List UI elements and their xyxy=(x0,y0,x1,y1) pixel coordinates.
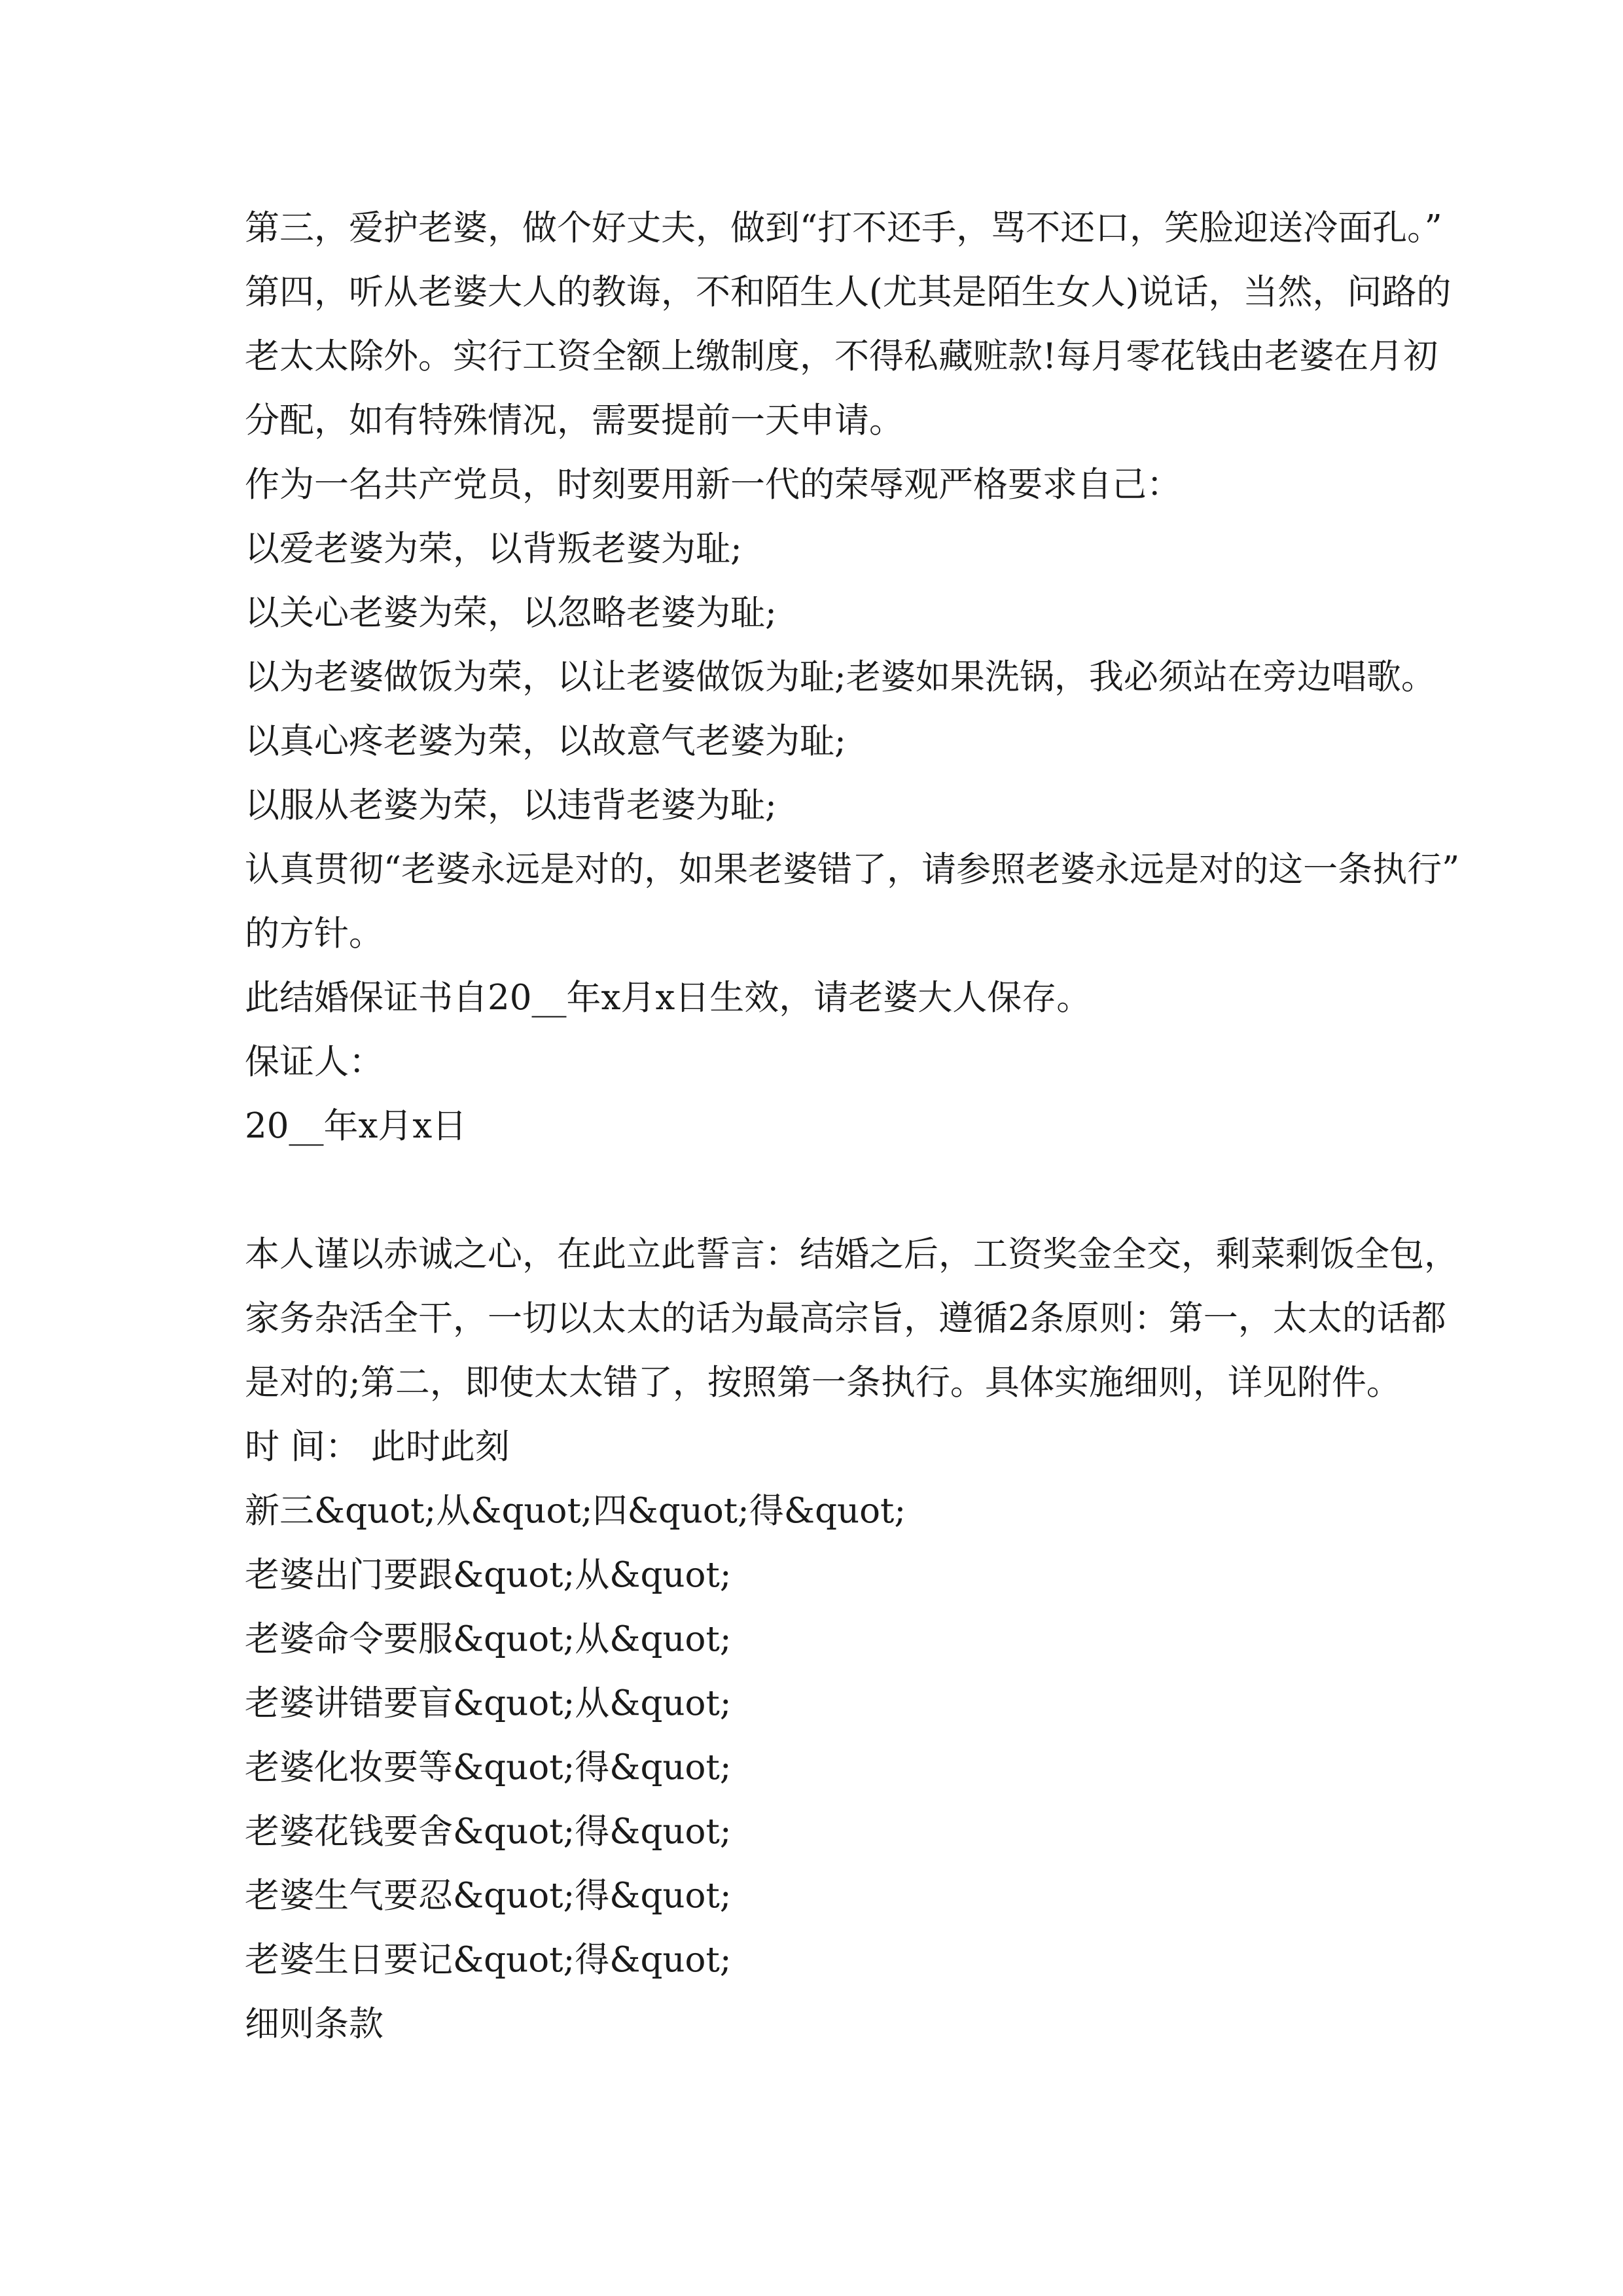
text-line: 保证人： xyxy=(245,1042,383,1082)
text-line: 以真心疼老婆为荣，以故意气老婆为耻; xyxy=(245,721,846,761)
list-item: 老婆化妆要等&quot;得&quot; xyxy=(245,1748,732,1787)
section-heading: 细则条款 xyxy=(245,2004,383,2044)
text-line: 认真贯彻“老婆永远是对的，如果老婆错了，请参照老婆永远是对的这一条执行” xyxy=(245,850,1460,889)
text-line: 新三&quot;从&quot;四&quot;得&quot; xyxy=(245,1491,906,1531)
text-line: 第四，听从老婆大人的教诲，不和陌生人(尤其是陌生女人)说话，当然，问路的 xyxy=(245,272,1452,312)
time-line: 时 间： 此时此刻 xyxy=(245,1427,510,1467)
text-line: 是对的;第二，即使太太错了，按照第一条执行。具体实施细则，详见附件。 xyxy=(245,1363,1401,1403)
list-item: 老婆生日要记&quot;得&quot; xyxy=(245,1940,732,1980)
text-line: 第三，爱护老婆，做个好丈夫，做到“打不还手，骂不还口，笑脸迎送冷面孔。” xyxy=(245,208,1442,248)
document-body xyxy=(245,196,1460,2056)
text-line: 本人谨以赤诚之心，在此立此誓言：结婚之后，工资奖金全交，剩菜剩饭全包， xyxy=(245,1234,1459,1274)
paragraph-gap xyxy=(245,1158,1397,1223)
text-line: 的方针。 xyxy=(245,914,383,954)
text-line: 以爱老婆为荣，以背叛老婆为耻; xyxy=(245,529,742,569)
text-line: 老太太除外。实行工资全额上缴制度，不得私藏赃款!每月零花钱由老婆在月初 xyxy=(245,336,1438,376)
list-item: 老婆命令要服&quot;从&quot; xyxy=(245,1619,732,1659)
list-item: 老婆出门要跟&quot;从&quot; xyxy=(245,1555,732,1595)
date-line: 20__年x月x日 xyxy=(245,1106,467,1146)
list-item: 老婆讲错要盲&quot;从&quot; xyxy=(245,1683,732,1723)
text-line: 分配，如有特殊情况，需要提前一天申请。 xyxy=(245,401,904,440)
text-line: 以服从老婆为荣，以违背老婆为耻; xyxy=(245,785,777,825)
text-line: 以关心老婆为荣，以忽略老婆为耻; xyxy=(245,593,777,633)
text-line: 以为老婆做饭为荣，以让老婆做饭为耻;老婆如果洗锅，我必须站在旁边唱歌。 xyxy=(245,657,1436,697)
text-line: 家务杂活全干，一切以太太的话为最高宗旨，遵循2条原则：第一，太太的话都 xyxy=(245,1299,1446,1338)
text-line: 此结婚保证书自20__年x月x日生效，请老婆大人保存。 xyxy=(245,978,1092,1018)
list-item: 老婆花钱要舍&quot;得&quot; xyxy=(245,1812,732,1852)
list-item: 老婆生气要忍&quot;得&quot; xyxy=(245,1876,732,1916)
text-line: 作为一名共产党员，时刻要用新一代的荣辱观严格要求自己： xyxy=(245,465,1181,505)
